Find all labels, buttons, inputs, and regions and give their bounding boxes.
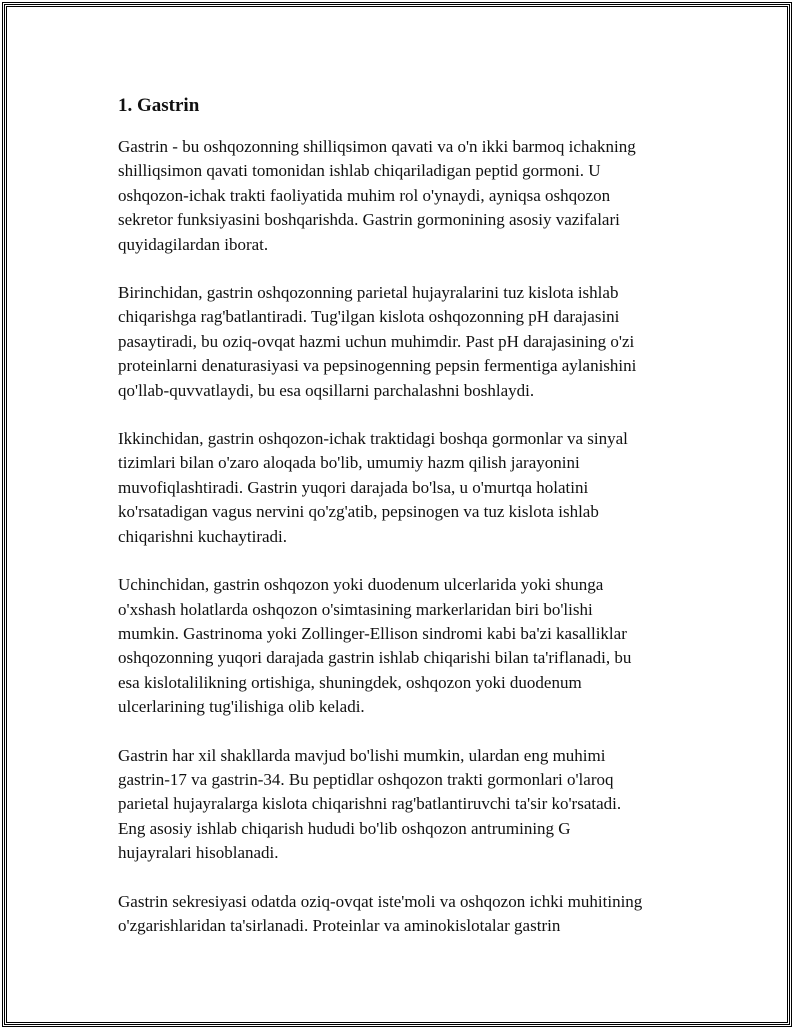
section-heading: 1. Gastrin	[118, 95, 200, 116]
paragraph-second-point: Ikkinchidan, gastrin oshqozon-ichak traktidagi boshqa gormonlar va sinyal tizimlari bilan o'zaro aloqada bo'lib, umumiy hazm qilish jarayonini muvofiqlashtiradi. Gastrin yuqori darajada bo'lsa, u o'murtqa holatini ko'rsatadigan vagus nervini qo'zg'atib, pepsinogen va tuz kislota ishlab chiqarishni kuchaytiradi.	[118, 429, 628, 546]
paragraph-third-point: Uchinchidan, gastrin oshqozon yoki duodenum ulcerlarida yoki shunga o'xshash holatlarda oshqozon o'simtasining markerlaridan biri bo'lishi mumkin. Gastrinoma yoki Zollinger-Ellison sindromi kabi ba'zi kasalliklar oshqozonning yuqori darajada gastrin ishlab chiqarishi bilan ta'riflanadi, bu esa kislotalilikning ortishiga, shuningdek, oshqozon yoki duodenum ulcerlarining tug'ilishiga olib keladi.	[118, 575, 632, 717]
document-body	[118, 93, 698, 962]
paragraph-forms: Gastrin har xil shakllarda mavjud bo'lishi mumkin, ulardan eng muhimi gastrin-17 va gastrin-34. Bu peptidlar oshqozon trakti gormonlari o'laroq parietal hujayralarga kislota chiqarishni rag'batlantiruvchi ta'sir ko'rsatadi. Eng asosiy ishlab chiqarish hududi bo'lib oshqozon antrumining G hujayralari hisoblanadi.	[118, 745, 622, 863]
paragraph-first-point: Birinchidan, gastrin oshqozonning parietal hujayralarini tuz kislota ishlab chiqarishga rag'batlantiradi. Tug'ilgan kislota oshqozonning pH darajasini pasaytiradi, bu oziq-ovqat hazmi uchun muhimdir. Past pH darajasining o'zi proteinlarni denaturasiyasi va pepsinogenning pepsin fermentiga aylanishini qo'llab-quvvatlaydi, bu esa oqsillarni parchalashni boshlaydi.	[118, 283, 637, 400]
paragraph-secretion: Gastrin sekresiyasi odatda oziq-ovqat iste'moli va oshqozon ichki muhitining o'zgarishlaridan ta'sirlanadi. Proteinlar va aminokislotalar gastrin	[118, 891, 643, 935]
paragraph-intro: Gastrin - bu oshqozonning shilliqsimon qavati va o'n ikki barmoq ichakning shilliqsimon qavati tomonidan ishlab chiqariladigan peptid gormoni. U oshqozon-ichak trakti faoliyatida muhim rol o'ynaydi, ayniqsa oshqozon sekretor funksiyasini boshqarishda. Gastrin gormonining asosiy vazifalari quyidagilardan iborat.	[118, 137, 636, 254]
